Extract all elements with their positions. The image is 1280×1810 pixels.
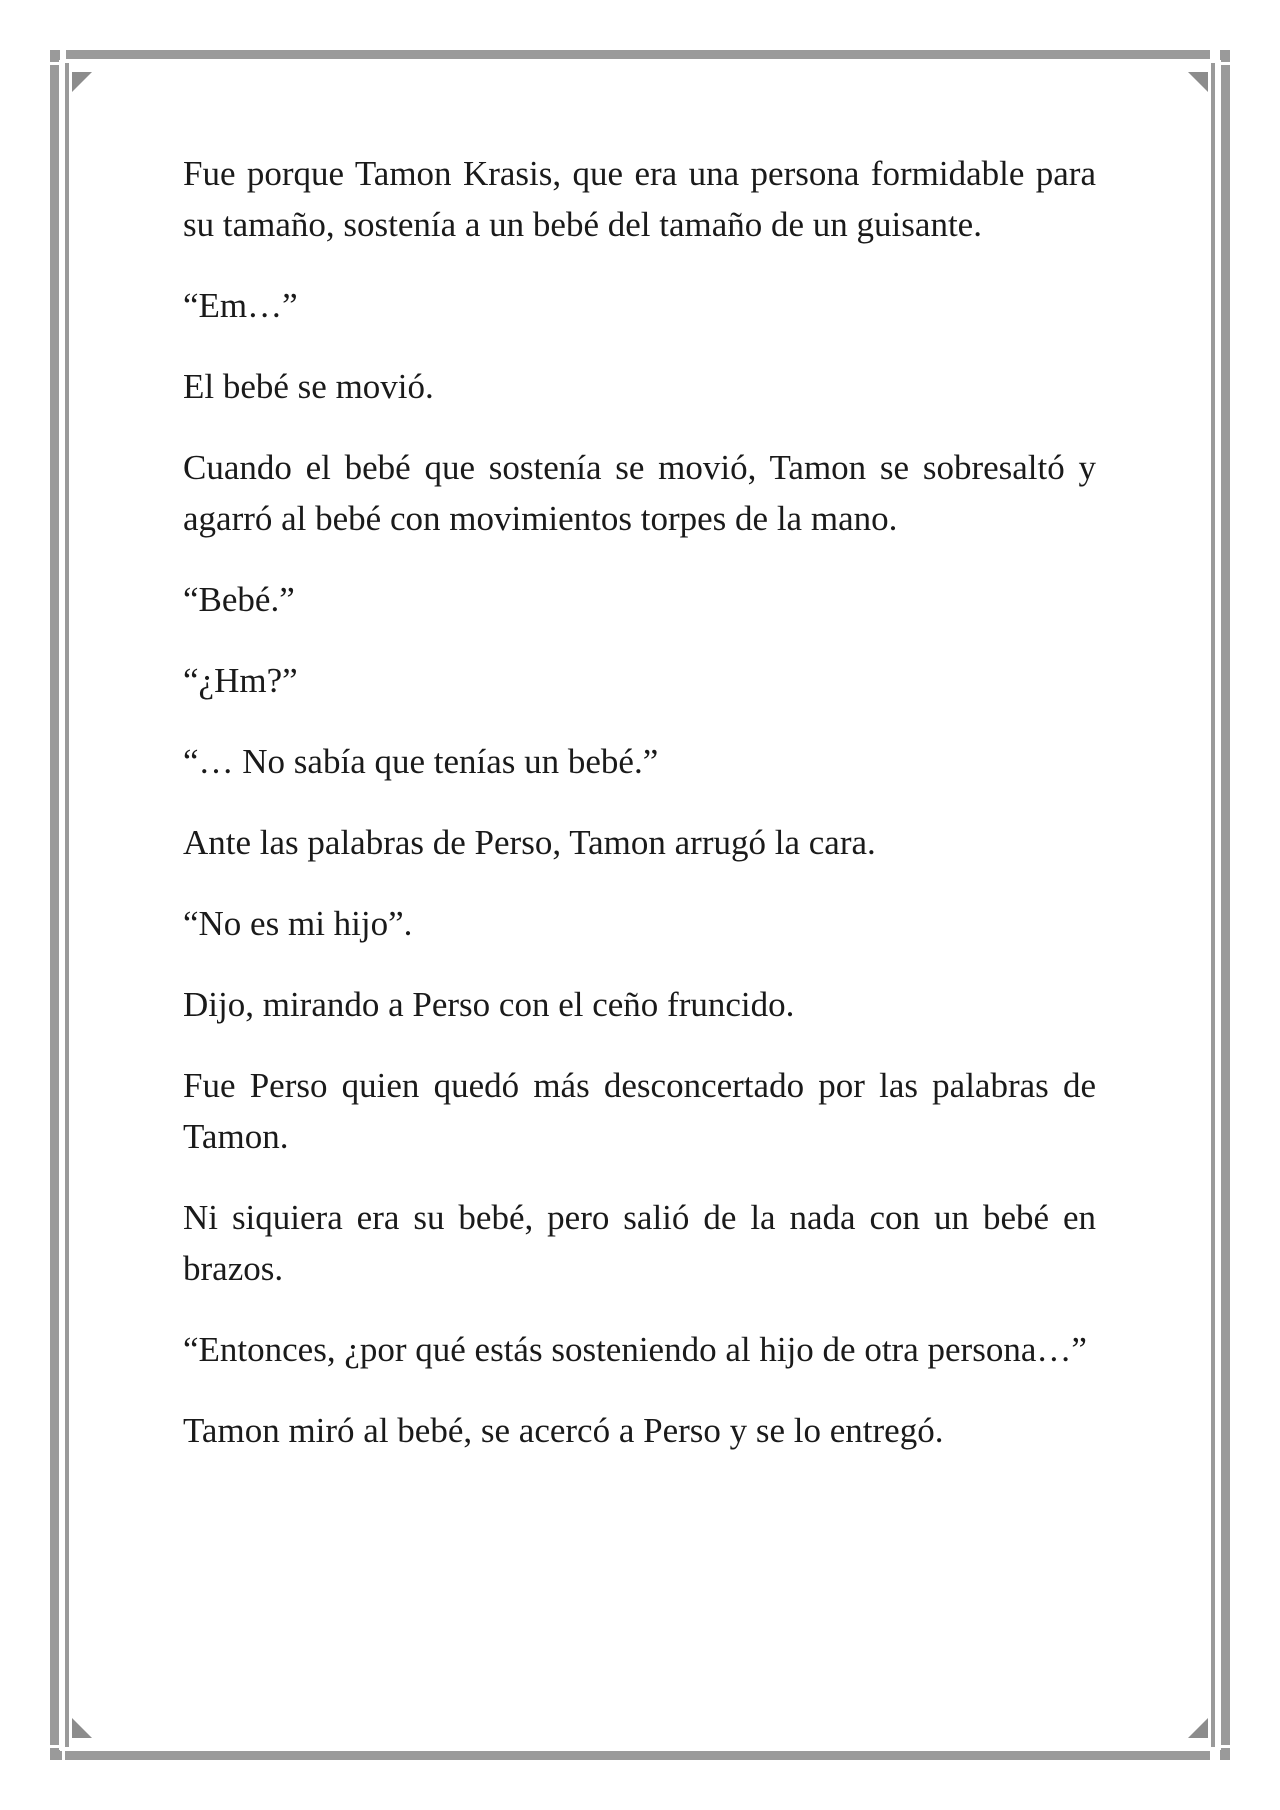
triangle-top-left xyxy=(72,72,92,92)
paragraph: Cuando el bebé que sostenía se movió, Tamon se sobresaltó y agarró al bebé con movimientos torpes de la mano. xyxy=(183,448,1096,538)
paragraph: “Bebé.” xyxy=(183,580,295,619)
border-left xyxy=(50,60,59,1750)
paragraph: “Em…” xyxy=(183,286,298,325)
paragraph: “No es mi hijo”. xyxy=(183,904,413,943)
border-top xyxy=(60,50,1210,59)
paragraph: Ni siquiera era su bebé, pero salió de la nada con un bebé en brazos. xyxy=(183,1198,1096,1288)
paragraph: “¿Hm?” xyxy=(183,661,298,700)
document-body xyxy=(183,148,1096,1486)
paragraph: Ante las palabras de Perso, Tamon arrugó la cara. xyxy=(183,823,876,862)
paragraph: “Entonces, ¿por qué estás sosteniendo al hijo de otra persona…” xyxy=(183,1330,1087,1369)
paragraph: El bebé se movió. xyxy=(183,367,434,406)
border-right xyxy=(1221,60,1230,1750)
paragraph: Dijo, mirando a Perso con el ceño fruncido. xyxy=(183,985,795,1024)
border-bottom xyxy=(60,1751,1210,1760)
triangle-bottom-right xyxy=(1188,1718,1208,1738)
paragraph: Tamon miró al bebé, se acercó a Perso y se lo entregó. xyxy=(183,1411,944,1450)
triangle-top-right xyxy=(1188,72,1208,92)
paragraph: “… No sabía que tenías un bebé.” xyxy=(183,742,659,781)
paragraph: Fue porque Tamon Krasis, que era una persona formidable para su tamaño, sostenía a un bebé del tamaño de un guisante. xyxy=(183,154,1096,244)
paragraph: Fue Perso quien quedó más desconcertado por las palabras de Tamon. xyxy=(183,1066,1096,1156)
triangle-bottom-left xyxy=(72,1718,92,1738)
